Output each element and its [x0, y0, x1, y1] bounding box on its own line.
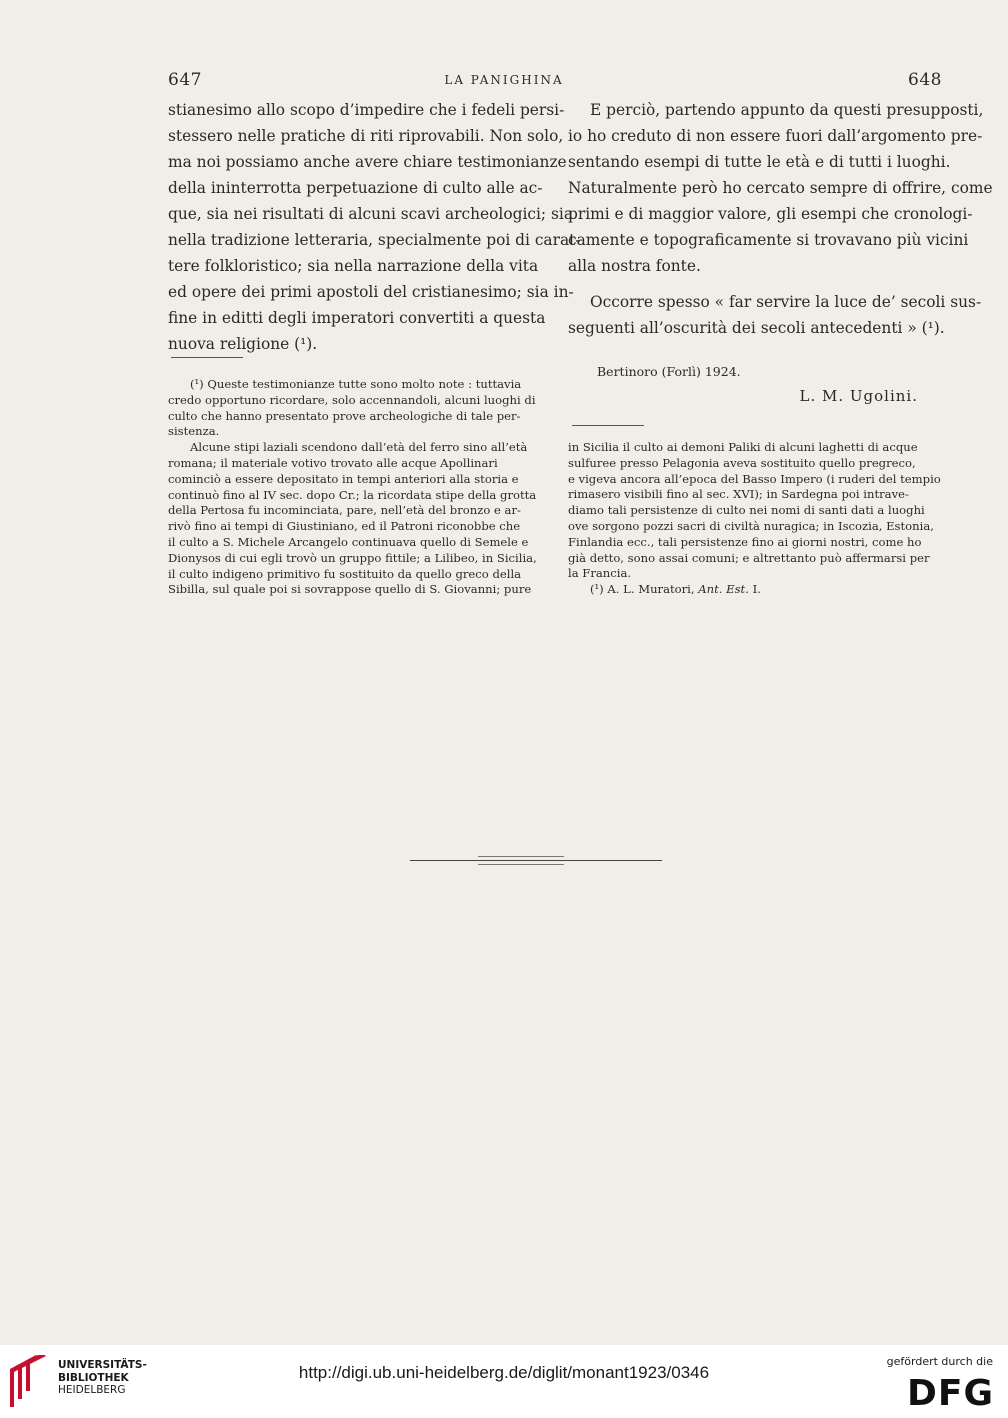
footnote-line: Sibilla, sul quale poi si sovrappose quello di S. Giovanni; pure	[168, 582, 532, 597]
footnote-reference	[568, 582, 933, 598]
footnote-line: diamo tali persistenze di culto nei nomi di santi dati a luoghi	[568, 503, 925, 518]
funding-caption: gefördert durch die	[886, 1355, 993, 1368]
place-and-date: Bertinoro (Forlì) 1924.	[597, 364, 741, 379]
footnote-line: il culto a S. Michele Arcangelo continuava quello di Semele e	[168, 534, 529, 549]
text-line: Occorre spesso « far servire la luce de’ secoli sus-	[590, 293, 982, 311]
footnote-line: rimasero visibili fino al sec. XVI); in Sardegna poi intrave-	[568, 487, 909, 502]
left-body-paragraph	[168, 97, 581, 357]
text-line: E perciò, partendo appunto da questi presupposti,	[590, 101, 984, 119]
footnote-separator-left	[171, 357, 243, 358]
footnote-line: Alcune stipi laziali scendono dall’età del ferro sino all’età	[190, 440, 528, 455]
footnote-line: già detto, sono assai comuni; e altrettanto può affermarsi per	[568, 550, 930, 565]
footnote-line: romana; il materiale votivo trovato alle acque Apollinari	[168, 455, 498, 470]
dfg-logo: DFG	[906, 1373, 994, 1414]
footnote-author: A. L. Muratori,	[607, 582, 695, 597]
library-name-line: HEIDELBERG	[58, 1384, 126, 1396]
text-line: stessero nelle pratiche di riti riprovabili. Non solo,	[168, 127, 564, 145]
text-line: nella tradizione letteraria, specialmente poi di carat-	[168, 231, 581, 249]
text-line: sentando esempi di tutte le età e di tutti i luoghi.	[568, 153, 951, 171]
footnote-work-title: Ant. Est.	[698, 582, 749, 597]
footnote-line: ove sorgono pozzi sacri di civiltà nuragica; in Iscozia, Estonia,	[568, 518, 934, 533]
text-line: fine in editti degli imperatori convertiti a questa	[168, 309, 546, 327]
footnote-volume: I.	[752, 582, 761, 597]
footnote-separator-right	[572, 425, 644, 426]
footnote-line: rivò fino ai tempi di Giustiniano, ed il Patroni riconobbe che	[168, 519, 521, 534]
footnote-line: il culto indigeno primitivo fu sostituito da quello greco della	[168, 566, 522, 581]
footnote-line: culto che hanno presentato prove archeologiche di tale per-	[168, 408, 521, 423]
footnote-line: Dionysos di cui egli trovò un gruppo fittile; a Lilibeo, in Sicilia,	[168, 550, 537, 565]
text-line: primi e di maggior valore, gli esempi che cronologi-	[568, 205, 973, 223]
text-line: ma noi possiamo anche avere chiare testimonianze	[168, 153, 567, 171]
footnote-line: della Pertosa fu incominciata, pare, nell’età del bronzo e ar-	[168, 503, 521, 518]
text-line: della ininterrotta perpetuazione di culto alle ac-	[168, 179, 543, 197]
permalink-url[interactable]: http://digi.ub.uni-heidelberg.de/diglit/monant1923/0346	[298, 1363, 710, 1382]
footnote-line: Finlandia ecc., tali persistenze fino ai giorni nostri, come ho	[568, 534, 922, 549]
footnote-mark: (¹)	[590, 582, 604, 597]
text-line: que, sia nei risultati di alcuni scavi archeologici; sia	[168, 205, 573, 223]
footnote-line: cominciò a essere depositato in tempi anteriori alla storia e	[168, 471, 519, 486]
footnote-line: credo opportuno ricordare, solo accennandoli, alcuni luoghi di	[168, 392, 536, 407]
text-line: alla nostra fonte.	[568, 257, 701, 275]
right-body-paragraph-2	[568, 289, 982, 341]
footnote-line: sistenza.	[168, 424, 220, 439]
viewer-footer	[0, 1345, 1008, 1418]
text-line: Naturalmente però ho cercato sempre di offrire, come	[568, 179, 993, 197]
footnote-line: in Sicilia il culto ai demoni Paliki di alcuni laghetti di acque	[568, 440, 918, 454]
text-line: io ho creduto di non essere fuori dall’argomento pre-	[568, 127, 983, 145]
footnote-line: continuò fino al IV sec. dopo Cr.; la ricordata stipe della grotta	[168, 487, 537, 502]
author-signature: L. M. Ugolini.	[799, 387, 918, 405]
library-name-line: BIBLIOTHEK	[58, 1371, 129, 1384]
footnote-line: la Francia.	[568, 566, 632, 581]
running-title: LA PANIGHINA	[444, 73, 564, 87]
text-line: seguenti all’oscurità dei secoli antecedenti » (¹).	[568, 319, 945, 337]
footnote-line: sulfuree presso Pelagonia aveva sostituito quello pregreco,	[568, 455, 916, 470]
text-line: nuova religione (¹).	[168, 335, 318, 353]
end-rule-upper	[478, 856, 564, 857]
end-rule-lower	[478, 864, 564, 865]
text-line: camente e topograficamente si trovavano più vicini	[568, 231, 969, 249]
left-page-number: 647	[168, 70, 202, 90]
footnote-line: e vigeva ancora all’epoca del Basso Impero (i ruderi del tempio	[568, 471, 941, 486]
text-line: stianesimo allo scopo d’impedire che i fedeli persi-	[168, 101, 565, 119]
right-body-paragraph-1	[568, 97, 993, 279]
right-page-number: 648	[908, 70, 942, 90]
text-line: ed opere dei primi apostoli del cristianesimo; sia in-	[168, 283, 574, 301]
footnote-line: (¹) Queste testimonianze tutte sono molto note : tuttavia	[190, 377, 522, 391]
end-rule-main	[410, 860, 662, 861]
text-line: tere folkloristico; sia nella narrazione della vita	[168, 257, 539, 275]
left-footnotes	[168, 377, 537, 598]
right-footnotes	[568, 440, 941, 598]
library-name-line: UNIVERSITÄTS-	[58, 1359, 147, 1371]
